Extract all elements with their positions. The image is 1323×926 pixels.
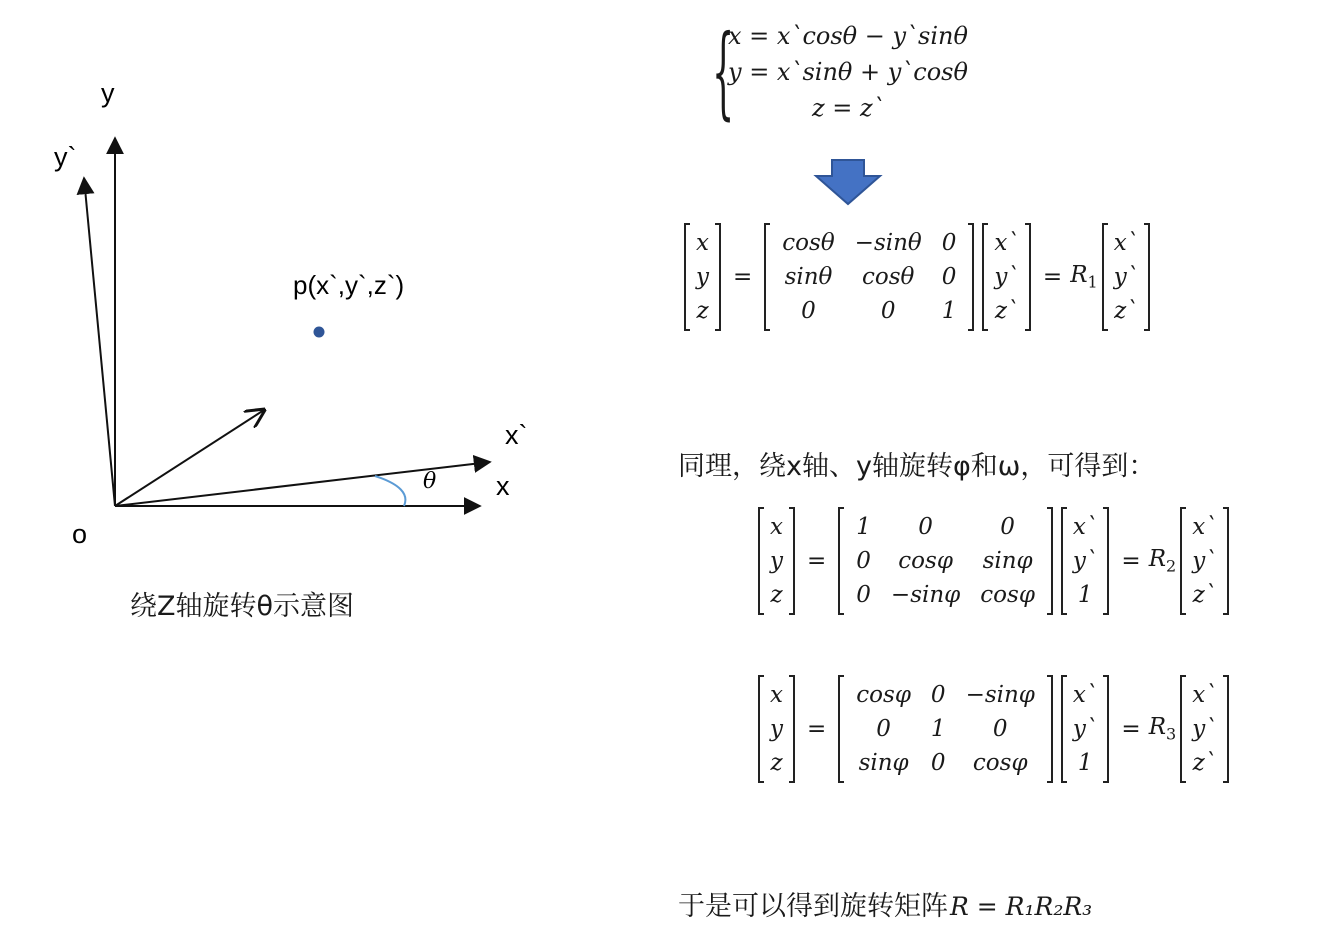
cell: x bbox=[770, 682, 783, 708]
cell: x` bbox=[1072, 682, 1098, 708]
cell: y` bbox=[1192, 716, 1217, 742]
cell: x` bbox=[1192, 514, 1217, 540]
equals-sign: = bbox=[1121, 548, 1141, 574]
r-subscript: 1 bbox=[1087, 272, 1098, 292]
conclusion-text: 于是可以得到旋转矩阵 bbox=[678, 891, 948, 922]
system-line-2: y = x`sinθ + y`cosθ bbox=[728, 58, 968, 86]
lhs-vector bbox=[758, 508, 795, 614]
label-origin: o bbox=[72, 519, 88, 549]
system-line-1: x = x`cosθ − y`sinθ bbox=[728, 22, 968, 50]
label-x-prime: x` bbox=[505, 420, 528, 450]
cell: sinφ bbox=[982, 548, 1033, 574]
cell: 0 bbox=[856, 582, 871, 608]
cell: cosφ bbox=[972, 750, 1028, 776]
cell: 0 bbox=[880, 298, 896, 324]
cell: y` bbox=[994, 264, 1019, 290]
rhs-vector bbox=[1102, 224, 1151, 330]
label-point: p(x`,y`,z`) bbox=[293, 270, 405, 300]
rotation-matrix bbox=[838, 676, 1053, 782]
cell: x` bbox=[1192, 682, 1217, 708]
cell: sinφ bbox=[858, 750, 909, 776]
rhs-vector bbox=[1180, 676, 1229, 782]
point-p bbox=[314, 327, 325, 338]
cell: z bbox=[770, 750, 783, 776]
conclusion bbox=[678, 884, 1092, 923]
cell: z bbox=[696, 298, 709, 324]
brace: { bbox=[712, 13, 735, 130]
y-prime-axis bbox=[84, 178, 115, 506]
rotation-matrix-z-equation bbox=[680, 224, 1154, 330]
equation-system bbox=[712, 13, 1012, 132]
cell: 0 bbox=[918, 514, 933, 540]
label-angle: θ bbox=[423, 469, 437, 494]
r-subscript: 3 bbox=[1166, 724, 1177, 744]
cell: 0 bbox=[941, 264, 957, 290]
cell: x` bbox=[1113, 230, 1139, 256]
cell: z` bbox=[994, 298, 1019, 324]
down-arrow-icon bbox=[812, 158, 884, 208]
cell: sinθ bbox=[784, 264, 833, 290]
label-x: x bbox=[496, 471, 510, 501]
cell: −sinθ bbox=[854, 230, 922, 256]
angle-arc bbox=[375, 476, 405, 506]
cell: 1 bbox=[856, 514, 871, 540]
conclusion-formula: R = R₁R₂R₃ bbox=[950, 892, 1093, 921]
cell: 0 bbox=[992, 716, 1008, 742]
r-symbol: R bbox=[1148, 546, 1167, 573]
cell: x bbox=[770, 514, 783, 540]
cell: x bbox=[696, 230, 709, 256]
cell: y bbox=[696, 264, 709, 290]
cell: z bbox=[770, 582, 783, 608]
rotation-matrix-y-equation bbox=[754, 676, 1233, 782]
cell: cosφ bbox=[898, 548, 953, 574]
cell: z` bbox=[1192, 582, 1217, 608]
cell: −sinφ bbox=[890, 582, 961, 608]
r-symbol: R bbox=[1070, 262, 1088, 289]
cell: 0 bbox=[876, 716, 891, 742]
cell: 1 bbox=[1077, 750, 1093, 776]
rotation-matrix bbox=[764, 224, 974, 330]
cell: y` bbox=[1113, 264, 1139, 290]
cell: 0 bbox=[941, 230, 957, 256]
lhs-vector bbox=[684, 224, 721, 330]
r-subscript: 2 bbox=[1166, 556, 1177, 576]
equals-sign: = bbox=[1121, 716, 1141, 742]
cell: y` bbox=[1072, 548, 1098, 574]
cell: cosθ bbox=[782, 230, 835, 256]
r-label bbox=[1070, 262, 1098, 292]
input-vector bbox=[1061, 508, 1110, 614]
equals-sign: = bbox=[1042, 264, 1063, 290]
cell: −sinφ bbox=[965, 682, 1035, 708]
rotation-matrix bbox=[838, 508, 1053, 614]
cell: y bbox=[770, 548, 783, 574]
cell: 0 bbox=[930, 682, 946, 708]
cell: z` bbox=[1192, 750, 1217, 776]
system-line-3: z = z` bbox=[812, 94, 885, 122]
cell: y bbox=[770, 716, 783, 742]
cell: x` bbox=[1072, 514, 1098, 540]
rotation-matrix-x-equation bbox=[754, 508, 1233, 614]
cell: 0 bbox=[930, 750, 946, 776]
cell: x` bbox=[994, 230, 1019, 256]
r-symbol: R bbox=[1148, 714, 1167, 741]
rhs-vector bbox=[1180, 508, 1229, 614]
cell: 1 bbox=[941, 298, 957, 324]
cell: 1 bbox=[930, 716, 946, 742]
label-y-prime: y` bbox=[54, 142, 77, 172]
cell: y` bbox=[1192, 548, 1217, 574]
label-y: y bbox=[101, 78, 115, 108]
cell: 0 bbox=[1000, 514, 1015, 540]
input-vector bbox=[1061, 676, 1110, 782]
cell: cosθ bbox=[862, 264, 915, 290]
lhs-vector bbox=[758, 676, 795, 782]
diagram-caption: 绕Z轴旋转θ示意图 bbox=[130, 591, 355, 622]
r-label bbox=[1149, 546, 1177, 576]
cell: 0 bbox=[856, 548, 871, 574]
rotation-diagram bbox=[0, 0, 640, 640]
cell: z` bbox=[1114, 298, 1138, 324]
input-vector bbox=[982, 224, 1031, 330]
equals-sign: = bbox=[733, 264, 753, 290]
equals-sign: = bbox=[807, 548, 827, 574]
cell: cosφ bbox=[856, 682, 911, 708]
equals-sign: = bbox=[807, 716, 827, 742]
similarity-text: 同理，绕x轴、y轴旋转φ和ω，可得到： bbox=[678, 451, 1156, 482]
cell: 1 bbox=[1077, 582, 1093, 608]
r-label bbox=[1149, 714, 1177, 744]
cell: 0 bbox=[801, 298, 816, 324]
cell: y` bbox=[1072, 716, 1098, 742]
cell: cosφ bbox=[980, 582, 1035, 608]
